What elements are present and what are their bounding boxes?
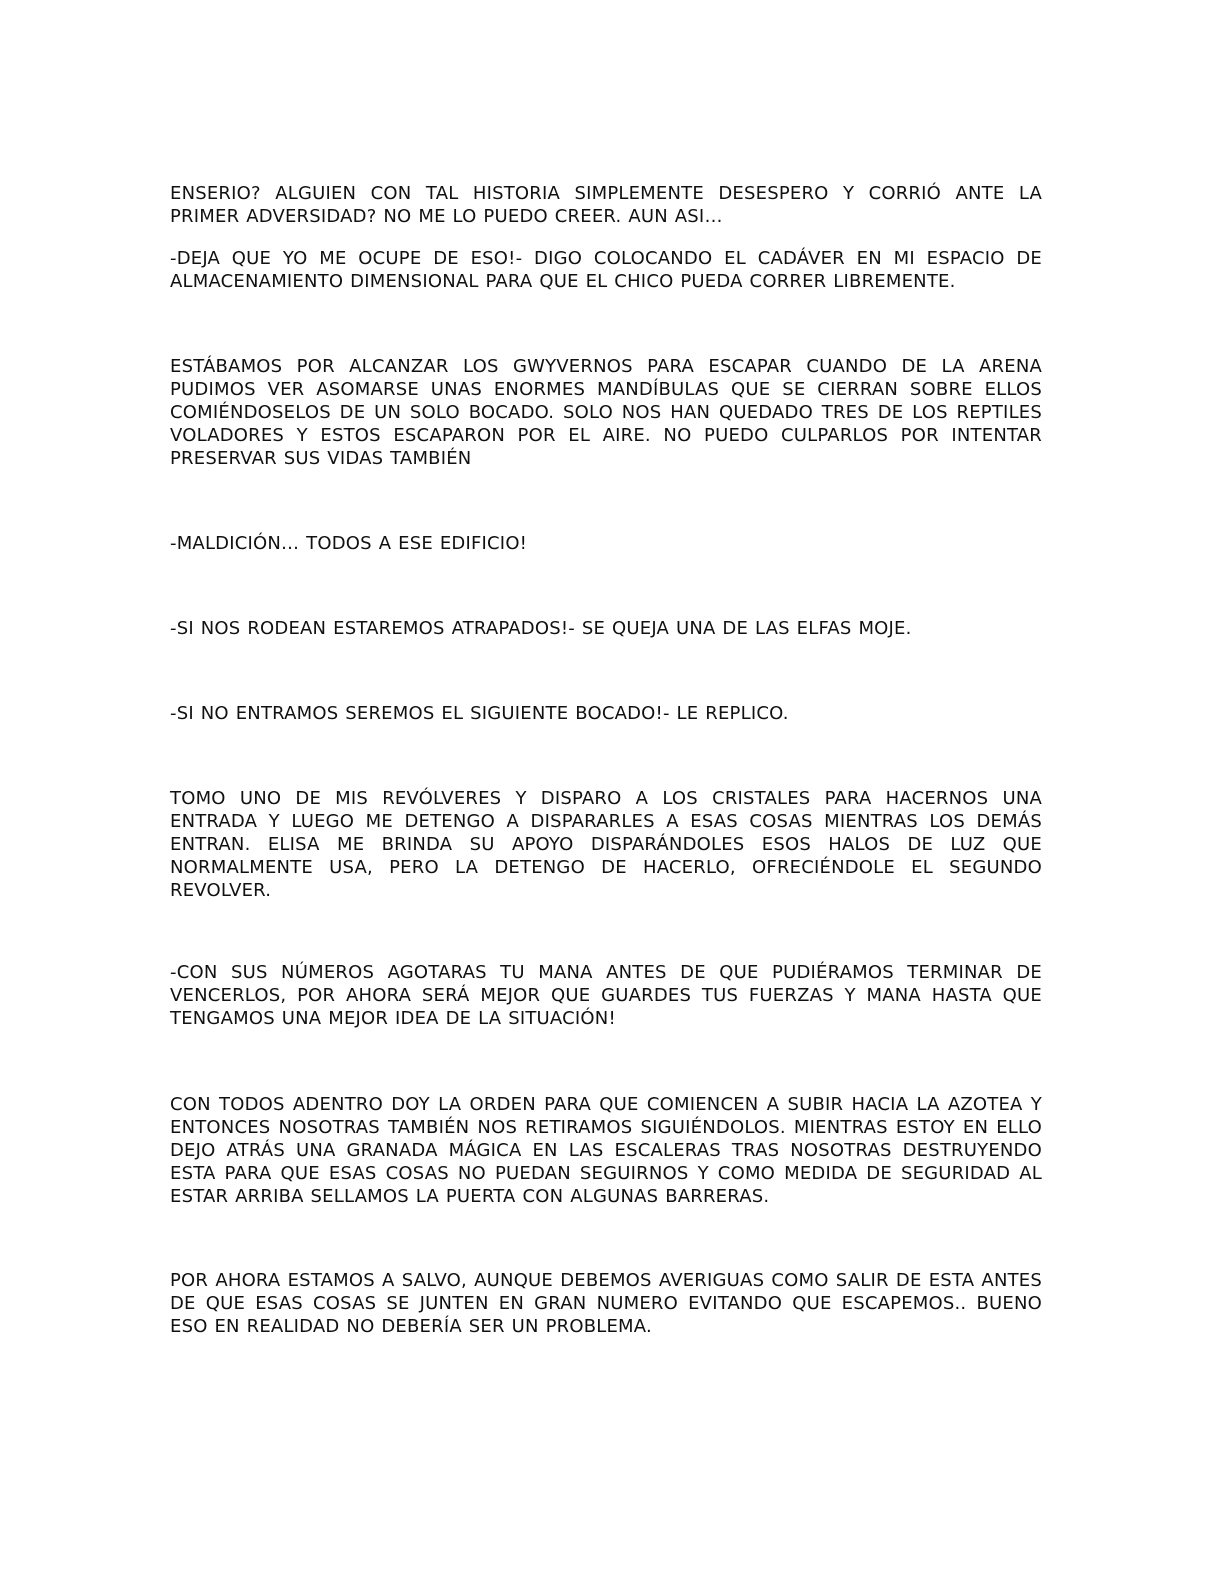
paragraph-1: ENSERIO? ALGUIEN CON TAL HISTORIA SIMPLEMENTE DESESPERO Y CORRIÓ ANTE LA PRIMER ADVERSIDAD? NO ME LO PUEDO CREER. AUN ASI… xyxy=(170,183,1042,227)
paragraph-9: CON TODOS ADENTRO DOY LA ORDEN PARA QUE COMIENCEN A SUBIR HACIA LA AZOTEA Y ENTONCES NOSOTRAS TAMBIÉN NOS RETIRAMOS SIGUIÉNDOLOS. MIENTRAS ESTOY EN ELLO DEJO ATRÁS UNA GRANADA MÁGICA EN LAS ESCALERAS TRAS NOSOTRAS DESTRUYENDO ESTA PARA QUE ESAS COSAS NO PUEDAN SEGUIRNOS Y COMO MEDIDA DE SEGURIDAD AL ESTAR ARRIBA SELLAMOS LA PUERTA CON ALGUNAS BARRERAS. xyxy=(170,1094,1042,1207)
paragraph-5: -SI NOS RODEAN ESTAREMOS ATRAPADOS!- SE QUEJA UNA DE LAS ELFAS MOJE. xyxy=(170,618,912,639)
paragraph-7: TOMO UNO DE MIS REVÓLVERES Y DISPARO A LOS CRISTALES PARA HACERNOS UNA ENTRADA Y LUEGO ME DETENGO A DISPARARLES A ESAS COSAS MIENTRAS LOS DEMÁS ENTRAN. ELISA ME BRINDA SU APOYO DISPARÁNDOLES ESOS HALOS DE LUZ QUE NORMALMENTE USA, PERO LA DETENGO DE HACERLO, OFRECIÉNDOLE EL SEGUNDO REVOLVER. xyxy=(170,788,1042,901)
paragraph-4: -MALDICIÓN… TODOS A ESE EDIFICIO! xyxy=(170,533,528,554)
paragraph-8: -CON SUS NÚMEROS AGOTARAS TU MANA ANTES DE QUE PUDIÉRAMOS TERMINAR DE VENCERLOS, POR AHORA SERÁ MEJOR QUE GUARDES TUS FUERZAS Y MANA HASTA QUE TENGAMOS UNA MEJOR IDEA DE LA SITUACIÓN! xyxy=(170,962,1042,1029)
paragraph-2: -DEJA QUE YO ME OCUPE DE ESO!- DIGO COLOCANDO EL CADÁVER EN MI ESPACIO DE ALMACENAMIENTO DIMENSIONAL PARA QUE EL CHICO PUEDA CORRER LIBREMENTE. xyxy=(170,248,1042,292)
paragraph-3: ESTÁBAMOS POR ALCANZAR LOS GWYVERNOS PARA ESCAPAR CUANDO DE LA ARENA PUDIMOS VER ASOMARSE UNAS ENORMES MANDÍBULAS QUE SE CIERRAN SOBRE ELLOS COMIÉNDOSELOS DE UN SOLO BOCADO. SOLO NOS HAN QUEDADO TRES DE LOS REPTILES VOLADORES Y ESTOS ESCAPARON POR EL AIRE. NO PUEDO CULPARLOS POR INTENTAR PRESERVAR SUS VIDAS TAMBIÉN xyxy=(170,356,1042,469)
paragraph-10: POR AHORA ESTAMOS A SALVO, AUNQUE DEBEMOS AVERIGUAS COMO SALIR DE ESTA ANTES DE QUE ESAS COSAS SE JUNTEN EN GRAN NUMERO EVITANDO QUE ESCAPEMOS.. BUENO ESO EN REALIDAD NO DEBERÍA SER UN PROBLEMA. xyxy=(170,1270,1042,1337)
paragraph-6: -SI NO ENTRAMOS SEREMOS EL SIGUIENTE BOCADO!- LE REPLICO. xyxy=(170,703,789,724)
